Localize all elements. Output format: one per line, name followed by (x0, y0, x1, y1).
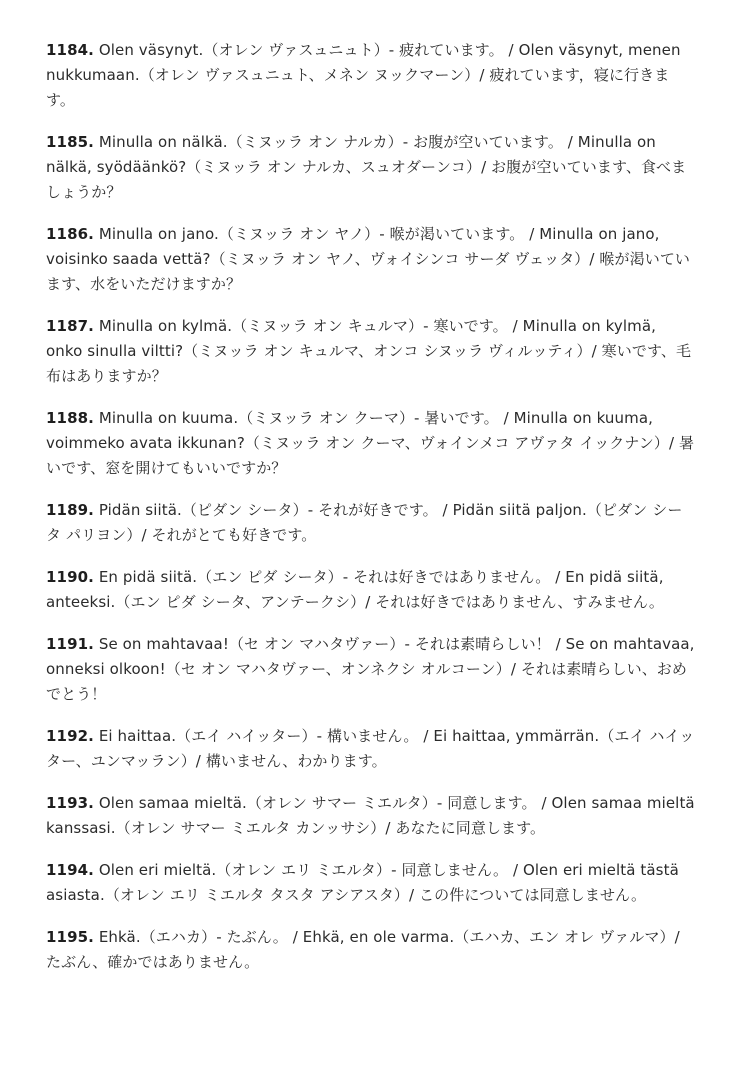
entry-number: 1191. (46, 635, 94, 653)
entry-text: En pidä siitä.（エン ピダ シータ）- それは好きではありません。 / En pidä siitä, anteeksi.（エン ピダ シータ、アンテークシ）/ それは好きではありません、すみません。 (46, 568, 664, 611)
entry-number: 1187. (46, 317, 94, 335)
entry-text: Olen eri mieltä.（オレン エリ ミエルタ）- 同意しません。 / Olen eri mieltä tästä asiasta.（オレン エリ ミエルタ タスタ アシアスタ）/ この件については同意しません。 (46, 861, 679, 904)
entry-text: Minulla on kuuma.（ミヌッラ オン クーマ）- 暑いです。 / Minulla on kuuma, voimmeko avata ikkunan?（ミヌッラ オン クーマ、ヴォインメコ アヴァタ イックナン）/ 暑いです、窓を開けてもいいですか？ (46, 409, 695, 477)
phrase-entry-1189 (46, 498, 696, 548)
phrase-entry-1192 (46, 724, 696, 774)
phrase-entry-1195 (46, 925, 696, 975)
entry-text: Olen samaa mieltä.（オレン サマー ミエルタ）- 同意します。 / Olen samaa mieltä kanssasi.（オレン サマー ミエルタ カンッサシ）/ あなたに同意します。 (46, 794, 695, 837)
phrase-entry-1193 (46, 791, 696, 841)
entry-number: 1185. (46, 133, 94, 151)
entry-number: 1195. (46, 928, 94, 946)
entry-number: 1192. (46, 727, 94, 745)
entry-number: 1186. (46, 225, 94, 243)
phrase-entry-1191 (46, 632, 696, 707)
phrase-entry-1187 (46, 314, 696, 389)
phrase-entry-1185 (46, 130, 696, 205)
entry-number: 1188. (46, 409, 94, 427)
entry-text: Minulla on kylmä.（ミヌッラ オン キュルマ）- 寒いです。 / Minulla on kylmä, onko sinulla viltti?（ミヌッラ オン キュルマ、オンコ シヌッラ ヴィルッティ）/ 寒いです、毛布はありますか？ (46, 317, 692, 385)
phrase-entry-1186 (46, 222, 696, 297)
phrase-entry-1188 (46, 406, 696, 481)
entry-text: Pidän siitä.（ピダン シータ）- それが好きです。 / Pidän siitä paljon.（ピダン シータ パリヨン）/ それがとても好きです。 (46, 501, 683, 544)
entry-number: 1189. (46, 501, 94, 519)
entry-number: 1194. (46, 861, 94, 879)
entry-number: 1193. (46, 794, 94, 812)
entry-text: Olen väsynyt.（オレン ヴァスュニュト）- 疲れています。 / Olen väsynyt, menen nukkumaan.（オレン ヴァスュニュト、メネン ヌックマーン）/ 疲れています，寝に行きます。 (46, 41, 681, 109)
phrase-entry-1190 (46, 565, 696, 615)
entry-text: Minulla on jano.（ミヌッラ オン ヤノ）- 喉が渇いています。 / Minulla on jano, voisinko saada vettä?（ミヌッラ オン ヤノ、ヴォイシンコ サーダ ヴェッタ）/ 喉が渇いています、水をいただけますか？ (46, 225, 691, 293)
entry-text: Ehkä.（エハカ）- たぶん。 / Ehkä, en ole varma.（エハカ、エン オレ ヴァルマ）/ たぶん、確かではありません。 (46, 928, 680, 971)
entry-number: 1184. (46, 41, 94, 59)
entry-number: 1190. (46, 568, 94, 586)
phrase-entry-1194 (46, 858, 696, 908)
phrase-entry-1184 (46, 38, 696, 113)
entry-text: Se on mahtavaa!（セ オン マハタヴァー）- それは素晴らしい！ / Se on mahtavaa, onneksi olkoon!（セ オン マハタヴァー、オンネクシ オルコーン）/ それは素晴らしい、おめでとう！ (46, 635, 695, 703)
entry-text: Ei haittaa.（エイ ハイッター）- 構いません。 / Ei haittaa, ymmärrän.（エイ ハイッター、ユンマッラン）/ 構いません、わかります。 (46, 727, 695, 770)
entry-text: Minulla on nälkä.（ミヌッラ オン ナルカ）- お腹が空いています。 / Minulla on nälkä, syödäänkö?（ミヌッラ オン ナルカ、スュオダーンコ）/ お腹が空いています、食べましょうか？ (46, 133, 687, 201)
